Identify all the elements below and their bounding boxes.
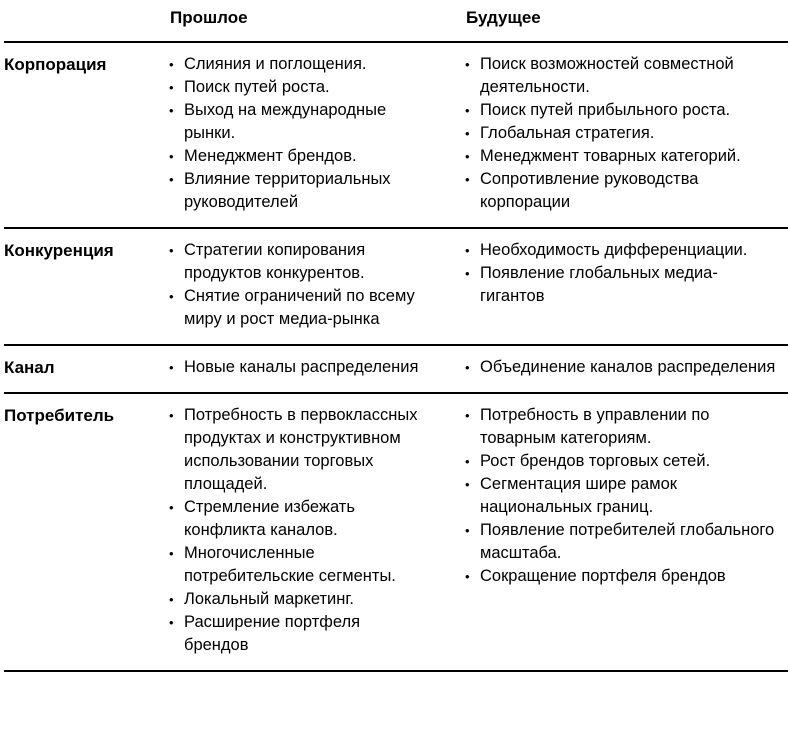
bullet-icon: • [465, 266, 470, 281]
row-label: Канал [4, 345, 168, 393]
bullet-icon: • [465, 149, 470, 164]
bullet-text: Влияние территориальных руководителей [184, 170, 391, 211]
bullet-text: Сопротивление руководства корпорации [480, 170, 699, 211]
bullet-icon: • [465, 172, 470, 187]
bullet-item [168, 542, 424, 588]
bullet-item [464, 99, 778, 122]
row-label: Корпорация [4, 42, 168, 228]
bullet-text: Стратегии копирования продуктов конкурентов. [184, 241, 366, 282]
bullet-icon: • [169, 289, 174, 304]
column-header-past: Прошлое [168, 0, 464, 42]
corner-cell [4, 0, 168, 42]
bullet-item [168, 356, 424, 379]
bullet-item [168, 496, 424, 542]
bullet-item [464, 519, 778, 565]
table-row [4, 42, 788, 228]
bullet-item [168, 99, 424, 145]
bullet-text: Многочисленные потребительские сегменты. [184, 544, 396, 585]
bullet-icon: • [169, 500, 174, 515]
bullet-item [464, 53, 778, 99]
bullet-text: Выход на международные рынки. [184, 101, 387, 142]
bullet-text: Поиск путей прибыльного роста. [480, 101, 731, 119]
bullet-text: Локальный маркетинг. [184, 590, 354, 608]
bullet-icon: • [169, 546, 174, 561]
future-cell [464, 393, 788, 671]
future-cell [464, 228, 788, 345]
bullet-text: Поиск возможностей совместной деятельности. [480, 55, 734, 96]
bullet-icon: • [465, 243, 470, 258]
bullet-icon: • [169, 592, 174, 607]
bullet-icon: • [169, 615, 174, 630]
bullet-icon: • [465, 57, 470, 72]
header-row [4, 0, 788, 42]
bullet-text: Необходимость дифференциации. [480, 241, 748, 259]
bullet-item [464, 450, 778, 473]
column-header-future: Будущее [464, 0, 788, 42]
bullet-item [464, 262, 778, 308]
past-cell [168, 393, 464, 671]
past-cell [168, 228, 464, 345]
past-cell [168, 42, 464, 228]
bullet-item [464, 404, 778, 450]
bullet-item [168, 404, 424, 496]
table-row [4, 345, 788, 393]
bullet-item [464, 168, 778, 214]
bullet-icon: • [465, 477, 470, 492]
bullet-icon: • [169, 80, 174, 95]
bullet-icon: • [169, 103, 174, 118]
bullet-icon: • [465, 126, 470, 141]
bullet-item [168, 53, 424, 76]
bullet-item [464, 356, 778, 379]
bullet-item [168, 285, 424, 331]
bullet-text: Поиск путей роста. [184, 78, 330, 96]
bullet-text: Глобальная стратегия. [480, 124, 655, 142]
bullet-text: Расширение портфеля брендов [184, 613, 361, 654]
bullet-text: Менеджмент брендов. [184, 147, 357, 165]
bullet-text: Новые каналы распределения [184, 358, 419, 376]
bullet-text: Сокращение портфеля брендов [480, 567, 726, 585]
row-label: Потребитель [4, 393, 168, 671]
bullet-text: Потребность в первоклассных продуктах и конструктивном использовании торговых площадей. [184, 406, 418, 493]
bullet-icon: • [465, 569, 470, 584]
bullet-item [168, 145, 424, 168]
bullet-item [464, 565, 778, 588]
bullet-text: Потребность в управлении по товарным категориям. [480, 406, 710, 447]
bullet-text: Менеджмент товарных категорий. [480, 147, 741, 165]
bullet-item [168, 588, 424, 611]
bullet-icon: • [465, 103, 470, 118]
bullet-text: Появление потребителей глобального масштаба. [480, 521, 775, 562]
future-cell [464, 345, 788, 393]
table-header [4, 0, 788, 42]
bullet-icon: • [465, 454, 470, 469]
bullet-icon: • [169, 360, 174, 375]
bullet-item [168, 76, 424, 99]
past-cell [168, 345, 464, 393]
bullet-icon: • [169, 149, 174, 164]
bullet-text: Стремление избежать конфликта каналов. [184, 498, 355, 539]
bullet-text: Слияния и поглощения. [184, 55, 367, 73]
bullet-icon: • [169, 408, 174, 423]
future-cell [464, 42, 788, 228]
bullet-text: Сегментация шире рамок национальных границ. [480, 475, 677, 516]
bullet-item [168, 168, 424, 214]
bullet-item [464, 239, 778, 262]
bullet-text: Рост брендов торговых сетей. [480, 452, 711, 470]
table-body [4, 42, 788, 671]
bullet-icon: • [169, 172, 174, 187]
row-label: Конкуренция [4, 228, 168, 345]
bullet-item [168, 239, 424, 285]
bullet-item [464, 145, 778, 168]
bullet-text: Снятие ограничений по всему миру и рост медиа-рынка [184, 287, 415, 328]
bullet-icon: • [465, 523, 470, 538]
bullet-item [168, 611, 424, 657]
table-row [4, 393, 788, 671]
table-row [4, 228, 788, 345]
bullet-icon: • [465, 360, 470, 375]
bullet-icon: • [169, 243, 174, 258]
bullet-item [464, 122, 778, 145]
bullet-item [464, 473, 778, 519]
bullet-icon: • [169, 57, 174, 72]
bullet-text: Появление глобальных медиа-гигантов [480, 264, 718, 305]
bullet-text: Объединение каналов распределения [480, 358, 776, 376]
comparison-table [4, 0, 788, 672]
bullet-icon: • [465, 408, 470, 423]
